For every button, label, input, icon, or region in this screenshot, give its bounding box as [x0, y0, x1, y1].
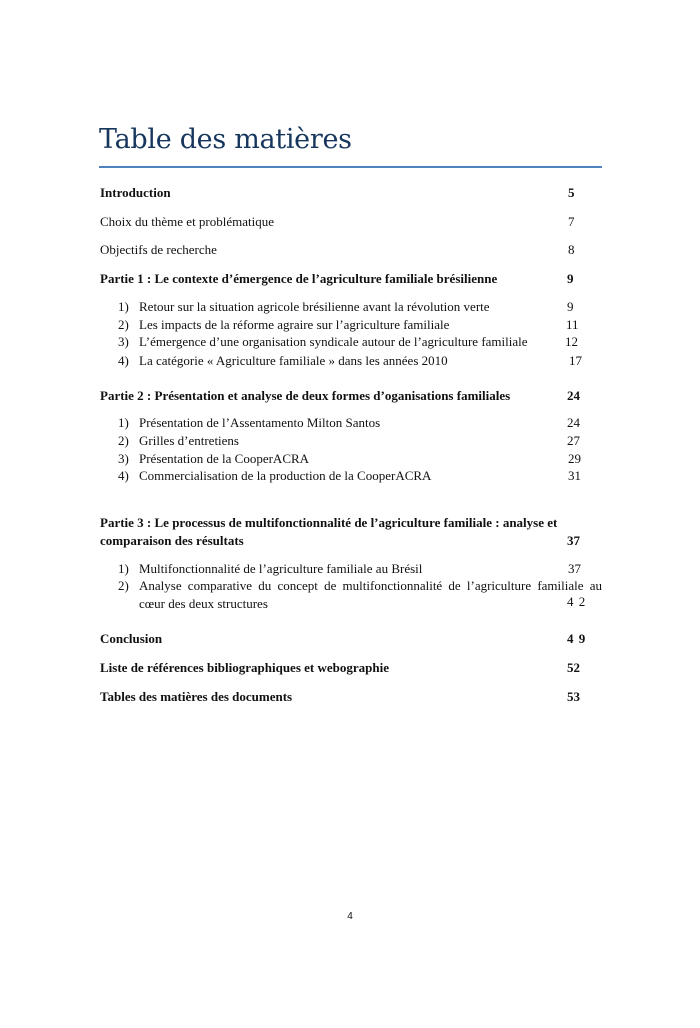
toc-subentry-page: 17: [569, 353, 582, 368]
toc-entry-page: 7: [568, 214, 575, 229]
toc-subentry-number: 2): [118, 433, 129, 448]
toc-subentry-label: Retour sur la situation agricole brésilienne avant la révolution verte: [139, 299, 490, 314]
toc-subentry-label-line2: cœur des deux structures: [139, 596, 268, 611]
toc-subentry-page: 29: [568, 451, 581, 466]
title-underline: [99, 166, 602, 168]
toc-subentry-number: 4): [118, 353, 129, 368]
toc-subentry-number: 3): [118, 451, 129, 466]
toc-subentry-label: Commercialisation de la production de la CooperACRA: [139, 468, 432, 483]
toc-entry-label: Conclusion: [100, 631, 163, 646]
toc-subentry-page: 4 2: [567, 594, 587, 609]
toc-subentry-number: 2): [118, 317, 129, 332]
toc-entry-label: Partie 1 : Le contexte d’émergence de l’agriculture familiale brésilienne: [100, 271, 498, 286]
toc-entry-label-line1: Partie 3 : Le processus de multifonctionnalité de l’agriculture familiale : analyse et: [100, 515, 558, 530]
toc-subentry-label: L’émergence d’une organisation syndicale autour de l’agriculture familiale: [139, 334, 528, 349]
toc-entry-page: 52: [567, 660, 580, 675]
toc-entry-label: Objectifs de recherche: [100, 242, 217, 257]
toc-entry-label: Liste de références bibliographiques et webographie: [100, 660, 389, 675]
toc-entry-partie-3[interactable]: [100, 514, 602, 550]
toc-subentry-label: Grilles d’entretiens: [139, 433, 239, 448]
toc-subentry-number: 4): [118, 468, 129, 483]
toc-subentry-page: 24: [567, 415, 580, 430]
toc-subentry-label: La catégorie « Agriculture familiale » dans les années 2010: [139, 353, 448, 368]
toc-subentry-label: Les impacts de la réforme agraire sur l’agriculture familiale: [139, 317, 450, 332]
footer-page-number: 4: [347, 911, 353, 922]
toc-subentry-label: Multifonctionnalité de l’agriculture familiale au Brésil: [139, 561, 423, 576]
toc-entry-page: 9: [567, 271, 574, 286]
page-title: Table des matières: [99, 124, 352, 155]
toc-entry-page: 53: [567, 689, 580, 704]
toc-entry-page: 37: [567, 533, 580, 548]
toc-entry-label: Choix du thème et problématique: [100, 214, 275, 229]
toc-entry-label: Tables des matières des documents: [100, 689, 293, 704]
toc-entry-page: 8: [568, 242, 575, 257]
toc-subentry-label-line1: Analyse comparative du concept de multifonctionnalité de l’agriculture familiale au: [139, 578, 602, 593]
toc-subentry-page: 37: [568, 561, 581, 576]
toc-subentry-page: 12: [565, 334, 578, 349]
toc-subentry-page: 9: [567, 299, 574, 314]
toc-subentry-label: Présentation de l’Assentamento Milton Santos: [139, 415, 381, 430]
toc-subentry-page: 27: [567, 433, 580, 448]
toc-subentry-page: 11: [566, 317, 579, 332]
toc-entry-label: Partie 2 : Présentation et analyse de deux formes d’oganisations familiales: [100, 388, 511, 403]
toc-subentry-page: 31: [568, 468, 581, 483]
toc-subentry-number: 2): [118, 578, 129, 593]
toc-subentry-number: 1): [118, 299, 129, 314]
toc-subentry-number: 1): [118, 415, 129, 430]
toc-entry-page: 4 9: [567, 631, 587, 646]
toc-entry-page: 5: [568, 185, 575, 200]
toc-subentry[interactable]: [139, 577, 602, 613]
toc-subentry-label: Présentation de la CooperACRA: [139, 451, 310, 466]
toc-entry-label: Introduction: [100, 185, 171, 200]
toc-entry-label-line2: comparaison des résultats: [100, 533, 244, 548]
toc-subentry-number: 1): [118, 561, 129, 576]
toc-subentry-number: 3): [118, 334, 129, 349]
toc-entry-page: 24: [567, 388, 580, 403]
